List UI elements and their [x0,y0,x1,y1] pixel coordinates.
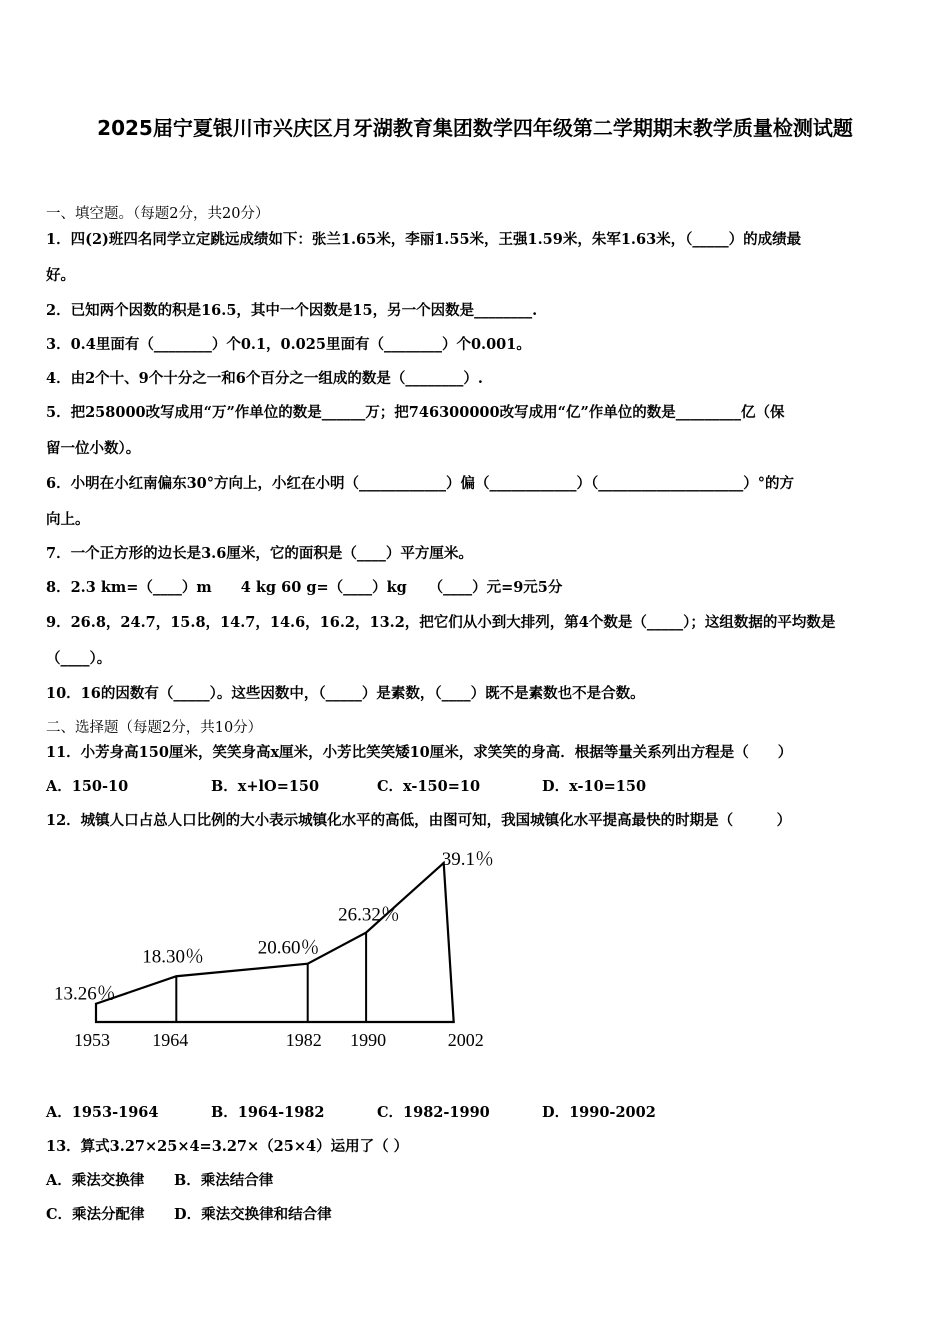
question-5: 5．把258000改写成用“万”作单位的数是______万；把746300000改写成用“亿”作单位的数是_________亿（保 [46,404,785,421]
q12-option-d[interactable]: D．1990-2002 [542,1104,656,1121]
question-3: 3．0.4里面有（________）个0.1，0.025里面有（________）个0.001。 [46,336,531,353]
question-13-options-row2 [46,1203,332,1224]
q11-option-b[interactable]: B．x+lO=150 [211,778,320,795]
x-tick-1990: 1990 [350,1030,387,1050]
question-6: 6．小明在小红南偏东30°方向上，小红在小明（____________）偏（____________）（____________________）°的方 [46,475,795,492]
question-6-cont: 向上。 [46,511,90,528]
question-2: 2．已知两个因数的积是16.5，其中一个因数是15，另一个因数是________. [46,302,538,319]
question-4: 4．由2个十、9个十分之一和6个百分之一组成的数是（________）. [46,370,483,387]
question-11: 11．小芳身高150厘米，笑笑身高x厘米，小芳比笑笑矮10厘米，求笑笑的身高．根据等量关系列出方程是（ ） [46,744,793,761]
x-tick-1964: 1964 [152,1030,189,1050]
question-9: 9．26.8，24.7，15.8，14.7，14.6，16.2，13.2，把它们从小到大排列，第4个数是（_____）；这组数据的平均数是 [46,614,836,631]
question-9-cont: （____）。 [46,650,112,667]
q13-option-d[interactable]: D．乘法交换律和结合律 [174,1206,332,1223]
q12-option-a[interactable]: A．1953-1964 [46,1104,159,1121]
data-label-1953: 13.26％ [54,983,116,1005]
q11-option-a[interactable]: A．150-10 [46,778,129,795]
question-13: 13．算式3.27×25×4=3.27×（25×4）运用了（ ） [46,1138,409,1155]
data-label-1964: 18.30％ [142,946,205,968]
urbanization-chart [40,850,520,1060]
q13-option-c[interactable]: C．乘法分配律 [46,1206,145,1223]
question-7: 7．一个正方形的边长是3.6厘米，它的面积是（____）平方厘米。 [46,545,473,562]
data-label-1990: 26.32％ [338,904,400,926]
question-5-cont: 留一位小数）。 [46,440,141,457]
question-12: 12．城镇人口占总人口比例的大小表示城镇化水平的高低，由图可知，我国城镇化水平提高最快的时期是（ ） [46,812,792,829]
q11-option-d[interactable]: D．x-10=150 [542,778,647,795]
question-10: 10．16的因数有（_____）。这些因数中，（_____）是素数，（____）既不是素数也不是合数。 [46,685,645,702]
page-title: 2025届宁夏银川市兴庆区月牙湖教育集团数学四年级第二学期期末教学质量检测试题 [97,116,853,140]
x-tick-1953: 1953 [74,1030,110,1050]
q13-option-b[interactable]: B．乘法结合律 [174,1172,274,1189]
q11-option-c[interactable]: C．x-150=10 [377,778,481,795]
question-1-cont: 好。 [46,267,75,284]
question-1: 1．四(2)班四名同学立定跳远成绩如下：张兰1.65米，李丽1.55米，王强1.59米，朱军1.63米，（_____）的成绩最 [46,231,802,248]
q12-option-b[interactable]: B．1964-1982 [211,1104,325,1121]
question-13-options-row1 [46,1169,273,1190]
x-tick-2002: 2002 [447,1030,484,1050]
question-11-options [46,775,646,796]
question-8: 8．2.3 km=（____）m 4 kg 60 g=（____）kg （____）元=9元5分 [46,579,563,596]
x-tick-1982: 1982 [285,1030,322,1050]
data-label-1982: 20.60％ [257,937,320,959]
section-choice: 二、选择题（每题2分，共10分） [46,720,263,736]
section-fill-blank: 一、填空题。（每题2分，共20分） [46,206,270,222]
data-label-2002: 39.1％ [441,850,494,870]
q12-option-c[interactable]: C．1982-1990 [377,1104,490,1121]
question-12-options [46,1101,656,1122]
q13-option-a[interactable]: A．乘法交换律 [46,1172,145,1189]
